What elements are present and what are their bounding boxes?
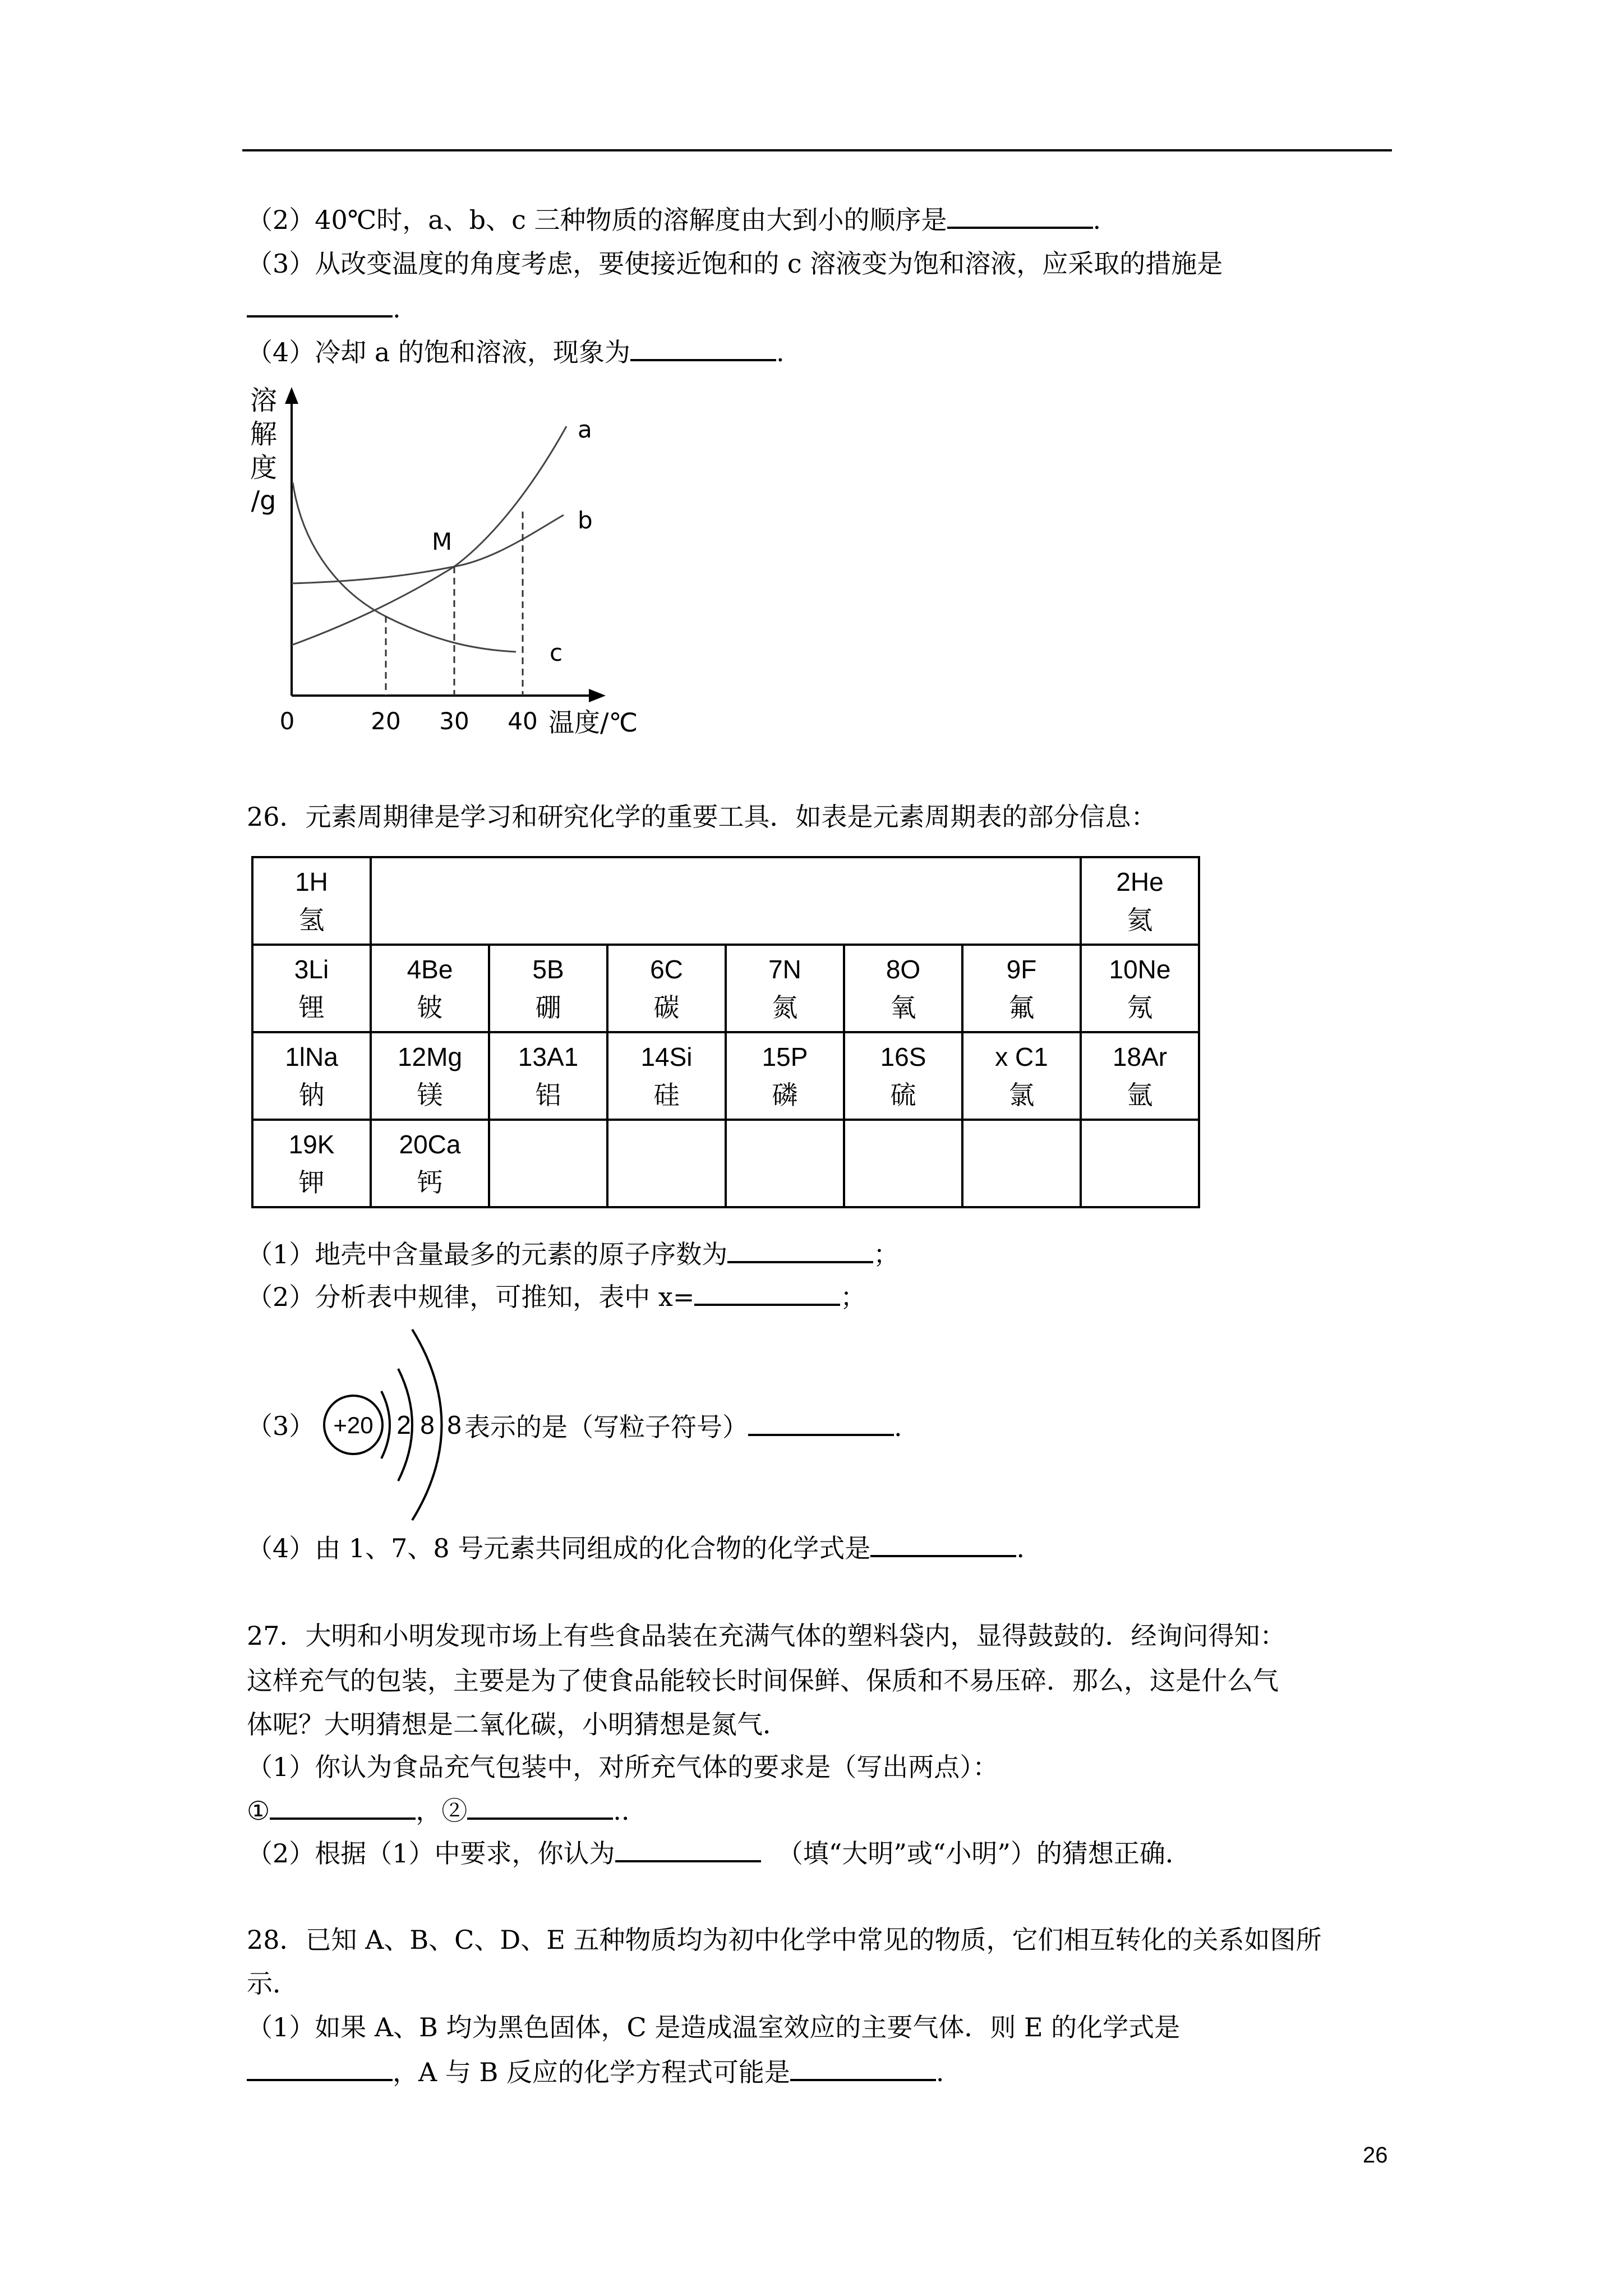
q27-line5 bbox=[247, 1789, 630, 1831]
q26-q4-text: （4）由 1、7、8 号元素共同组成的化合物的化学式是 bbox=[247, 1533, 871, 1563]
q27-line2 bbox=[247, 1660, 1279, 1701]
cell-empty bbox=[962, 1120, 1081, 1207]
cell-Cl bbox=[962, 1032, 1081, 1120]
q28-l2-text: 示． bbox=[247, 1968, 298, 1999]
element-name: 碳 bbox=[653, 993, 680, 1022]
semicolon: ； bbox=[840, 1282, 866, 1312]
element-symbol: 20Ca bbox=[399, 1130, 461, 1159]
curve-c-label: c bbox=[550, 639, 563, 666]
q28-l3-text: （1）如果 A、B 均为黑色固体，C 是造成温室效应的主要气体．则 E 的化学式是 bbox=[247, 2012, 1181, 2042]
answer-blank-1[interactable] bbox=[270, 1789, 416, 1820]
q27-line3 bbox=[247, 1704, 789, 1745]
q28-line2 bbox=[247, 1963, 298, 2004]
x-tick-20: 20 bbox=[371, 707, 401, 735]
cell-S bbox=[844, 1032, 962, 1120]
element-name: 钠 bbox=[298, 1080, 325, 1110]
cell-empty bbox=[607, 1120, 726, 1207]
element-symbol: 7N bbox=[768, 955, 801, 984]
cell-Ar bbox=[1081, 1032, 1199, 1120]
cell-Al bbox=[489, 1032, 607, 1120]
answer-blank[interactable] bbox=[870, 1527, 1016, 1557]
y-label-1: 溶 bbox=[250, 385, 278, 416]
x-tick-0: 0 bbox=[279, 707, 295, 735]
element-symbol: 14Si bbox=[640, 1042, 693, 1071]
element-name: 硼 bbox=[535, 993, 561, 1022]
q25-line4-text: （4）冷却 a 的饱和溶液，现象为 bbox=[247, 337, 630, 367]
answer-blank[interactable] bbox=[630, 331, 776, 361]
q27-l1-text: 27．大明和小明发现市场上有些食品装在充满气体的塑料袋内，显得鼓鼓的．经询问得知： bbox=[247, 1621, 1286, 1651]
element-symbol: 9F bbox=[1006, 955, 1037, 984]
q26-intro-text: 26．元素周期律是学习和研究化学的重要工具．如表是元素周期表的部分信息： bbox=[247, 802, 1157, 832]
cell-P bbox=[726, 1032, 844, 1120]
q27-l6b-text: （填“大明”或“小明”）的猜想正确． bbox=[777, 1838, 1191, 1869]
element-symbol: 16S bbox=[880, 1042, 926, 1071]
x-tick-30: 30 bbox=[439, 707, 469, 735]
q25-line2-text: （2）40℃时，a、b、c 三种物质的溶解度由大到小的顺序是 bbox=[247, 205, 947, 235]
answer-blank[interactable] bbox=[615, 1832, 761, 1862]
element-symbol: 5B bbox=[532, 955, 564, 984]
q26-q1-text: （1）地壳中含量最多的元素的原子序数为 bbox=[247, 1239, 728, 1269]
table-row bbox=[252, 945, 1199, 1032]
element-name: 铝 bbox=[535, 1080, 561, 1110]
element-name: 氯 bbox=[1008, 1080, 1035, 1110]
q28-line1 bbox=[247, 1920, 1321, 1960]
element-name: 硅 bbox=[653, 1080, 680, 1110]
element-name: 氩 bbox=[1127, 1080, 1153, 1110]
q27-l4-text: （1）你认为食品充气包装中，对所充气体的要求是（写出两点）： bbox=[247, 1752, 999, 1782]
atom-structure-diagram bbox=[314, 1313, 465, 1526]
cell-Si bbox=[607, 1032, 726, 1120]
cell-Ca bbox=[371, 1120, 489, 1207]
cell-gap bbox=[371, 857, 1081, 945]
element-symbol: 13A1 bbox=[518, 1042, 579, 1071]
answer-blank[interactable] bbox=[694, 1276, 840, 1306]
answer-blank-2[interactable] bbox=[467, 1789, 613, 1820]
element-symbol: 19K bbox=[288, 1130, 335, 1159]
q26-q2-text: （2）分析表中规律，可推知，表中 x= bbox=[247, 1282, 695, 1312]
element-symbol: 1H bbox=[295, 867, 328, 896]
cell-He bbox=[1081, 857, 1199, 945]
cell-empty bbox=[489, 1120, 607, 1207]
q26-q2 bbox=[247, 1276, 866, 1317]
element-symbol: 12Mg bbox=[397, 1042, 463, 1071]
y-axis-arrow bbox=[285, 387, 298, 404]
element-name: 铍 bbox=[417, 993, 443, 1022]
y-label-4: /g bbox=[251, 485, 276, 516]
q26-q3-prefix bbox=[247, 1406, 315, 1446]
q27-line1 bbox=[247, 1616, 1286, 1656]
table-row bbox=[252, 857, 1199, 945]
q26-q3 bbox=[464, 1406, 902, 1447]
curve-a-label: a bbox=[578, 416, 592, 443]
q28-l1-text: 28．已知 A、B、C、D、E 五种物质均为初中化学中常见的物质，它们相互转化的关系如图所 bbox=[247, 1925, 1322, 1955]
element-symbol: 6C bbox=[650, 955, 683, 984]
q28-line4 bbox=[247, 2051, 944, 2092]
period: . bbox=[1016, 1533, 1025, 1563]
q25-line3-text: （3）从改变温度的角度考虑，要使接近饱和的 c 溶液变为饱和溶液，应采取的措施是 bbox=[247, 249, 1223, 279]
curve-c bbox=[293, 482, 516, 652]
element-name: 氦 bbox=[1127, 905, 1153, 935]
element-name: 氧 bbox=[890, 993, 916, 1022]
element-name: 镁 bbox=[417, 1080, 443, 1110]
solubility-graph bbox=[241, 381, 667, 752]
element-name: 氖 bbox=[1127, 993, 1153, 1022]
q27-l3-text: 体呢？大明猜想是二氧化碳，小明猜想是氮气． bbox=[247, 1709, 789, 1740]
page-number: 26 bbox=[1363, 2143, 1388, 2168]
cell-Be bbox=[371, 945, 489, 1032]
cell-O bbox=[844, 945, 962, 1032]
element-symbol: 3Li bbox=[294, 955, 329, 984]
cell-empty bbox=[726, 1120, 844, 1207]
curve-b-label: b bbox=[578, 507, 593, 534]
element-symbol: 4Be bbox=[407, 955, 453, 984]
q28-l4a-text: ，A 与 B 反应的化学方程式可能是 bbox=[393, 2057, 790, 2087]
period: . bbox=[935, 2057, 944, 2087]
element-symbol: 10Ne bbox=[1109, 955, 1171, 984]
q26-q3-prefix-text: （3） bbox=[247, 1411, 315, 1441]
q25-line2 bbox=[247, 199, 1101, 240]
cell-Na bbox=[252, 1032, 371, 1120]
y-label-2: 解 bbox=[250, 418, 278, 450]
q26-q4 bbox=[247, 1527, 1025, 1568]
curve-a bbox=[292, 426, 566, 645]
semicolon: ； bbox=[873, 1239, 900, 1269]
q27-line4 bbox=[247, 1747, 998, 1787]
header-rule bbox=[242, 149, 1392, 151]
element-symbol: 1lNa bbox=[285, 1042, 338, 1071]
q27-line6 bbox=[247, 1832, 1191, 1874]
q27-l2-text: 这样充气的包装，主要是为了使食品能较长时间保鲜、保质和不易压碎．那么，这是什么气 bbox=[247, 1665, 1279, 1696]
cell-empty bbox=[844, 1120, 962, 1207]
element-symbol: x C1 bbox=[995, 1042, 1048, 1071]
period: . bbox=[1092, 205, 1101, 235]
x-label: 温度/℃ bbox=[548, 707, 638, 738]
periodic-table bbox=[251, 856, 1200, 1208]
q25-line3 bbox=[247, 243, 1223, 284]
answer-blank[interactable] bbox=[247, 287, 393, 318]
answer-blank[interactable] bbox=[727, 1233, 873, 1263]
element-name: 氢 bbox=[298, 905, 325, 935]
element-symbol: 8O bbox=[886, 955, 921, 984]
shell-electrons-1: 2 bbox=[396, 1410, 411, 1439]
q26-q3-text: 表示的是（写粒子符号） bbox=[464, 1412, 748, 1442]
x-axis-arrow bbox=[589, 689, 606, 702]
q25-line4 bbox=[247, 331, 785, 372]
cell-B bbox=[489, 945, 607, 1032]
shell-electrons-3: 8 bbox=[447, 1410, 462, 1439]
answer-blank-2[interactable] bbox=[790, 2051, 936, 2081]
q26-q1 bbox=[247, 1233, 899, 1274]
cell-Li bbox=[252, 945, 371, 1032]
q27-l6a-text: （2）根据（1）中要求，你认为 bbox=[247, 1838, 615, 1869]
element-name: 磷 bbox=[772, 1080, 798, 1110]
y-label-3: 度 bbox=[250, 452, 278, 484]
table-row bbox=[252, 1120, 1199, 1207]
table-row bbox=[252, 1032, 1199, 1120]
q26-intro bbox=[247, 797, 1157, 837]
cell-C bbox=[607, 945, 726, 1032]
circled-one: ① bbox=[247, 1796, 270, 1826]
x-tick-40: 40 bbox=[508, 707, 538, 735]
shell-electrons-2: 8 bbox=[420, 1410, 435, 1439]
element-symbol: 18Ar bbox=[1112, 1042, 1168, 1071]
element-name: 氮 bbox=[772, 993, 798, 1022]
cell-N bbox=[726, 945, 844, 1032]
q25-line3-answer bbox=[247, 287, 401, 329]
cell-empty bbox=[1081, 1120, 1199, 1207]
element-symbol: 15P bbox=[762, 1042, 808, 1071]
dots: .. bbox=[613, 1796, 630, 1826]
period: . bbox=[894, 1412, 902, 1442]
q28-line3 bbox=[247, 2007, 1180, 2047]
element-name: 钙 bbox=[417, 1168, 443, 1197]
element-name: 硫 bbox=[890, 1080, 916, 1110]
answer-blank[interactable] bbox=[748, 1406, 894, 1436]
period: . bbox=[776, 337, 785, 367]
nucleus-charge: +20 bbox=[333, 1412, 374, 1438]
circled-two: ，② bbox=[416, 1796, 468, 1826]
answer-blank-1[interactable] bbox=[247, 2051, 393, 2081]
cell-K bbox=[252, 1120, 371, 1207]
answer-blank[interactable] bbox=[947, 199, 1093, 229]
element-name: 锂 bbox=[298, 993, 325, 1022]
element-name: 钾 bbox=[298, 1168, 325, 1197]
element-name: 氟 bbox=[1008, 993, 1035, 1022]
point-m-label: M bbox=[432, 528, 453, 555]
cell-Ne bbox=[1081, 945, 1199, 1032]
period: . bbox=[393, 293, 401, 324]
cell-F bbox=[962, 945, 1081, 1032]
element-symbol: 2He bbox=[1116, 867, 1164, 896]
cell-Mg bbox=[371, 1032, 489, 1120]
cell-H bbox=[252, 857, 371, 945]
